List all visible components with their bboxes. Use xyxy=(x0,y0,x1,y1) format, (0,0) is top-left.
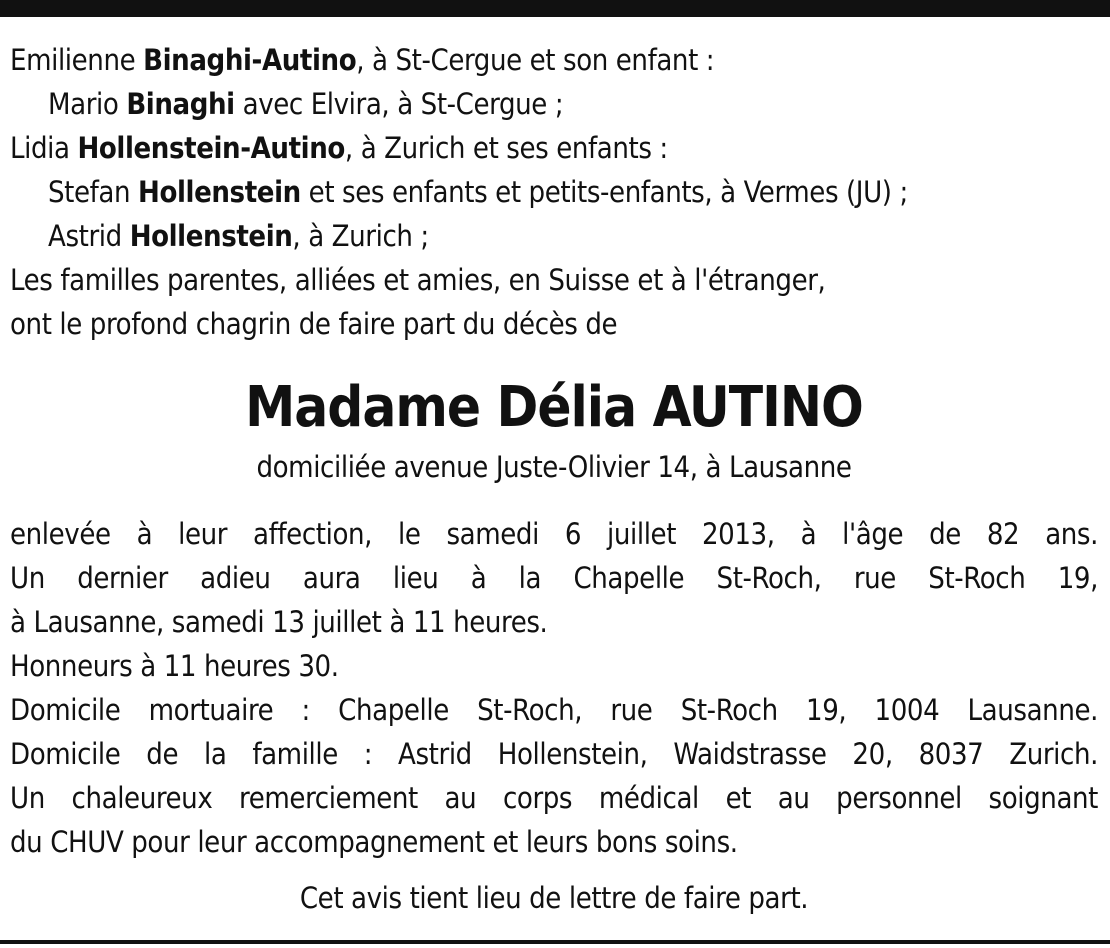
detail-line: Domicile mortuaire : Chapelle St-Roch, rue St-Roch 19, 1004 Lausanne. xyxy=(10,693,1098,727)
surname: Hollenstein-Autino xyxy=(77,131,345,165)
family-detail: , à Zurich ; xyxy=(292,219,429,253)
surname: Hollenstein xyxy=(129,219,293,253)
given-name: Astrid xyxy=(48,219,130,253)
details-block xyxy=(10,512,1098,864)
detail-line: à Lausanne, samedi 13 juillet à 11 heures. xyxy=(10,605,548,639)
bottom-border-rule xyxy=(0,940,1110,944)
death-notice xyxy=(10,38,1098,920)
family-line xyxy=(10,170,1098,214)
top-border-rule xyxy=(0,0,1110,17)
detail-line: Un dernier adieu aura lieu à la Chapelle St-Roch, rue St-Roch 19, xyxy=(10,561,1098,595)
detail-line: Un chaleureux remerciement au corps médical et au personnel soignant xyxy=(10,781,1098,815)
surname: Binaghi-Autino xyxy=(143,43,357,77)
surname: Binaghi xyxy=(126,87,235,121)
family-line xyxy=(10,82,1098,126)
detail-line: Honneurs à 11 heures 30. xyxy=(10,649,339,683)
family-detail: , à St-Cergue et son enfant : xyxy=(356,43,715,77)
given-name: Lidia xyxy=(10,131,78,165)
given-name: Mario xyxy=(48,87,127,121)
deceased-name: Madame Délia AUTINO xyxy=(245,375,863,440)
given-name: Stefan xyxy=(48,175,139,209)
detail-line: Domicile de la famille : Astrid Hollenstein, Waidstrasse 20, 8037 Zurich. xyxy=(10,737,1098,771)
intro-line: Les familles parentes, alliées et amies, en Suisse et à l'étranger, xyxy=(10,263,826,297)
given-name: Emilienne xyxy=(10,43,144,77)
family-detail: avec Elvira, à St-Cergue ; xyxy=(234,87,564,121)
intro-line: ont le profond chagrin de faire part du décès de xyxy=(10,307,618,341)
detail-line: enlevée à leur affection, le samedi 6 juillet 2013, à l'âge de 82 ans. xyxy=(10,517,1098,551)
family-detail: et ses enfants et petits-enfants, à Vermes (JU) ; xyxy=(300,175,908,209)
closing-note: Cet avis tient lieu de lettre de faire part. xyxy=(299,881,809,915)
family-detail: , à Zurich et ses enfants : xyxy=(344,131,668,165)
family-line xyxy=(10,126,1098,170)
family-line xyxy=(10,38,1098,82)
family-line xyxy=(10,214,1098,258)
surname: Hollenstein xyxy=(138,175,301,209)
deceased-address: domiciliée avenue Juste-Olivier 14, à Lausanne xyxy=(256,450,852,484)
detail-line: du CHUV pour leur accompagnement et leurs bons soins. xyxy=(10,825,738,859)
